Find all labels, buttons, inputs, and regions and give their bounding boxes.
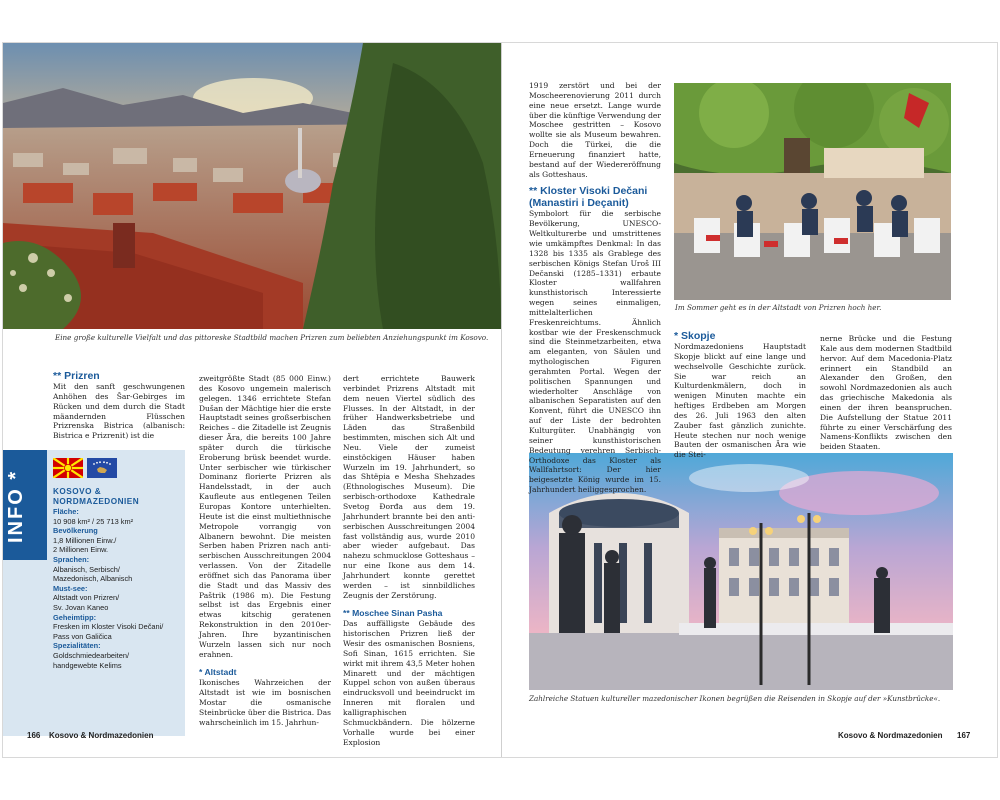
must-see-value-1: Altstadt von Prizren/ (53, 593, 120, 603)
cafe-photo (674, 83, 951, 300)
heading-kloster-title-1: Kloster Visoki Dečani (540, 185, 648, 198)
prizren-text: Mit den sanft geschwungenen Anhöhen des Šar-Gebirges im Rücken und dem durch die Stadt mäandernden Flüsschen Prizrenska Bistrica (albanisch: Bistrica e Prizrenit) ist die (53, 382, 185, 441)
specialties-label: Spezialitäten: (53, 641, 101, 651)
specialties-value-2: handgewebte Kelims (53, 660, 122, 670)
population-value-2: 2 Millionen Einw. (53, 545, 109, 555)
running-title-left: Kosovo & Nordmazedonien (49, 731, 154, 740)
insider-tip-label: Geheimtipp: (53, 612, 97, 622)
area-label: Fläche: (53, 507, 79, 516)
flag-macedonia-icon (53, 458, 83, 478)
heading-moschee-title: Moschee Sinan Pasha (352, 608, 443, 619)
prizren-caption: Eine große kulturelle Vielfalt und das pittoreske Stadtbild machen Prizren zum beliebten Anziehungspunkt im Kosovo. (55, 333, 489, 342)
heading-altstadt-title: Altstadt (204, 667, 237, 678)
page-number-right: 167 (957, 731, 971, 740)
column-2-text: zweitgrößte Stadt (85 000 Einw.) des Kosovo ungemein malerisch gelegen. 1346 errichtete Stefan Dušan der Mächtige hier die erste Hauptstadt seines großserbischen Reiches – die Zitadelle ist Zeugnis dieser Ära, die bereits 100 Jahre später durch die türkische Eroberung brüsk beendet wurde. Unter serbischer wie türkischer Dominanz florierte Prizren als Handelsstadt, in der auch Kaufleute aus entlegenen Teilen Europas Kontore unterhielten. Heute ist die einst multiethnische Metropole vorrangig von Albanern bewohnt. Die meisten Serben haben Prizren nach anti-serbischen Ausschreitungen 2004 verlassen. Von der Zitadelle eröffnet sich das Panorama über die Stadt und das Massiv des Paštrik (1986 m). Die Festung selbst ist das Ergebnis einer etwas kitschig geratenen Rekonstruktion in den 2010er-Jahren. Ihre byzantinischen Wurzeln lassen sich nur noch erahnen. (199, 374, 331, 659)
book-spread (2, 42, 998, 758)
heading-skopje (674, 330, 806, 342)
languages-label: Sprachen: (53, 554, 90, 564)
info-title-2: NORDMAZEDONIEN (53, 497, 140, 506)
rating-stars: * (674, 330, 679, 342)
flag-kosovo-icon (87, 458, 117, 478)
column-6 (820, 334, 952, 452)
must-see-value-2: Sv. Jovan Kaneo (53, 602, 109, 612)
rating-stars: * (199, 667, 203, 678)
languages-value-2: Mazedonisch, Albanisch (53, 574, 133, 584)
insider-tip-value-2: Pass von Galičica (53, 631, 112, 641)
prizren-photo (3, 43, 501, 329)
column-skopje (674, 330, 806, 460)
page-gutter (501, 43, 502, 757)
moschee-text: Das auffälligste Gebäude des historischen Prizren ließ der Wesir des osmanischen Bosniens, Sofi Sinan, 1615 errichten. Sie wirkt mit ihrem 43,5 Meter hohen Minarett und der mächtigen Kuppel schon von außen überaus eindrucksvoll und beeindruckt im Inneren mit floralen und kalligraphischen Schmuckbändern. Die hölzerne Vorhalle wurde bei einer Explosion (343, 619, 475, 747)
heading-kloster-title-2: (Manastiri i Deçanit) (529, 197, 629, 210)
altstadt-text: Ikonisches Wahrzeichen der Altstadt ist wie im bosnischen Mostar die osmanische Steinbrücke über die Bistrica. Das wahrscheinlich im 15. Jahrhun- (199, 678, 332, 727)
column-3-text: dert errichtete Bauwerk verbindet Prizrens Altstadt mit dem neuen Viertel südlich des Flusses. In der Altstadt, in der früher Handwerksbetriebe und Läden das Straßenbild bestimmten, mischen sich Alt und Neu. Viele der zumeist einstöckigen Häuser haben Wurzeln im 19. Jahrhundert, so das Shtëpia e Mesha Shehzades (Ethnologisches Museum). Die serbisch-orthodoxe Kathedrale Svetog Đorđa aus dem 19. Jahrhundert brannte bei den anti-serbischen Ausschreitungen 2004 fast vollständig aus, wurde 2010 aber wieder aufgebaut. Das nahezu schmucklose Gotteshaus – nur eine Ikone aus dem 14. Jahrhundert konnte gerettet werden – ist sinnbildliches Zeugnis der Zerstörung. (343, 374, 475, 600)
rating-stars: ** (53, 370, 62, 382)
info-title-1: KOSOVO & (53, 487, 102, 496)
kloster-text: Symbolort für die serbische Bevölkerung, UNESCO-Weltkulturerbe und umstrittenes wie umkämpftes Denkmal: In das 1328 bis 1335 als Grablege des serbischen Königs Stefan Uroš III Dečanski (1285–1331) erbaute Kloster wallfahren kunsthistorisch Interessierte wegen seines einmaligen, mittelalterlichen Freskenreichtums. Ähnlich kostbar wie der Freskenschmuck sind die Steinmetzarbeiten, etwa am eleganten, von Säulen und mythologischen Figuren gerahmten Portal. Wegen der politischen Spannungen und wiederholter Anschläge von albanischen Separatisten auf den Konvent, führt die UNESCO ihn auf der Liste der bedrohten Kulturgüter. Unabhängig von seiner kunsthistorischen Bedeutung verehren Serbisch-Orthodoxe das Kloster als Wallfahrtsort: Der hier beigesetzte König wurde im 15. Jahrhundert heiliggesprochen. (529, 209, 661, 495)
rating-stars: ** (343, 608, 350, 619)
column-prizren (53, 370, 185, 441)
column-3 (343, 374, 475, 747)
page-number-left: 166 (27, 731, 41, 740)
info-content (53, 487, 183, 670)
running-title-right: Kosovo & Nordmazedonien (838, 731, 943, 740)
cafe-caption: Im Sommer geht es in der Altstadt von Prizren hoch her. (675, 303, 882, 312)
heading-kloster (529, 185, 661, 209)
population-value-1: 1,8 Millionen Einw./ (53, 535, 117, 545)
heading-prizren (53, 370, 185, 382)
area-value: 10 908 km² / 25 713 km² (53, 516, 134, 526)
column-6-text: nerne Brücke und die Festung Kale aus dem modernen Stadtbild hervor. Auf dem Macedonia-Platz erinnert ein Standbild an Alexander den Großen, den sowohl Nordmazedonien als auch das griechische Makedonia als einen der ihren beanspruchen. Die Aufstellung der Statue 2011 führte zu einer Verschärfung des Namens-Konflikts zwischen den beiden Staaten. (820, 334, 952, 452)
heading-moschee (343, 608, 475, 619)
specialties-value-1: Goldschmiedearbeiten/ (53, 650, 130, 660)
heading-skopje-title: Skopje (681, 330, 716, 342)
column-2 (199, 374, 331, 728)
skopje-text: Nordmazedoniens Hauptstadt Skopje blickt auf eine lange und wechselvolle Geschichte zurück. Sie war reich an Kulturdenkmälern, doch in wenigen Minuten machte ein heftiges Erdbeben am Morgen des 26. Juli 1963 den alten Zauber fast gänzlich zunichte. Heute stechen nur noch wenige Bauten der osmanischen Ära wie die Stei- (674, 342, 806, 460)
heading-prizren-title: Prizren (64, 370, 100, 382)
languages-value-1: Albanisch, Serbisch/ (53, 564, 120, 574)
heading-altstadt (199, 667, 331, 678)
must-see-label: Must-see: (53, 583, 88, 593)
info-tab-label: INFO * (5, 469, 27, 543)
column-4-text: 1919 zerstört und bei der Moscheerenovierung 2011 durch eine neue ersetzt. Lange wurde über die künftige Verwendung der Moschee gestritten – Kosovo wollte sie als Museum bewahren. Doch die Türkei, die die Erneuerung finanziert hatte, bestand auf der Wiedereröffnung als Gotteshaus. (529, 81, 661, 179)
rating-stars: ** (529, 185, 538, 198)
population-label: Bevölkerung (53, 526, 98, 536)
skopje-caption: Zahlreiche Statuen kultureller mazedonischer Ikonen begrüßen die Reisenden in Skopje auf der »Kunstbrücke«. (529, 694, 941, 703)
column-4 (529, 81, 661, 495)
insider-tip-value-1: Fresken im Kloster Visoki Dečani/ (53, 622, 164, 632)
